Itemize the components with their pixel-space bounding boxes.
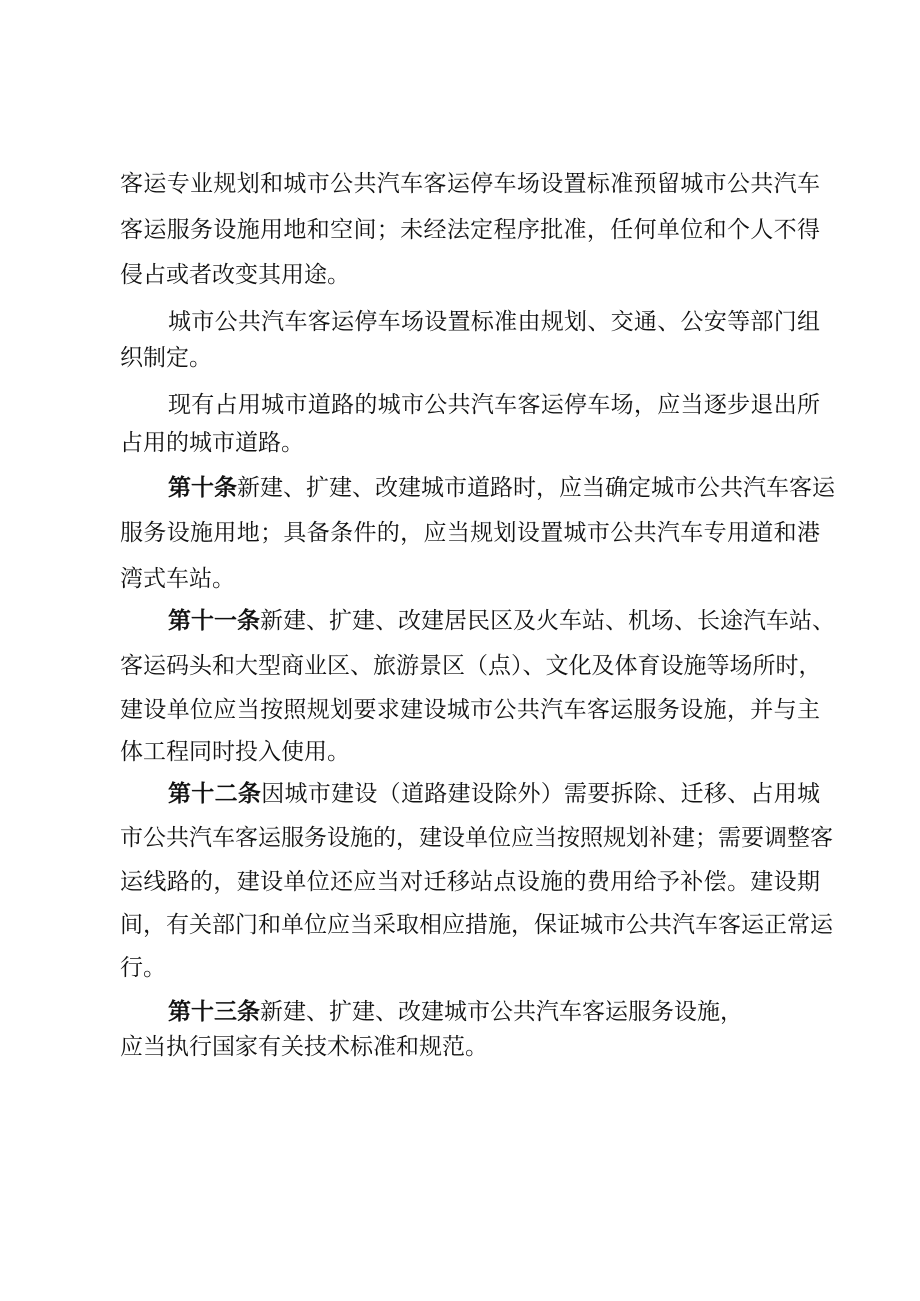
- text-line: 行。: [120, 955, 166, 981]
- text-line: 客运专业规划和城市公共汽车客运停车场设置标准预留城市公共汽车: [120, 171, 820, 197]
- article-first-line: [168, 603, 835, 639]
- text-line: 市公共汽车客运服务设施的，建设单位应当按照规划补建；需要调整客: [120, 825, 833, 851]
- article-first-line: [168, 470, 835, 506]
- text-line: 运线路的，建设单位还应当对迁移站点设施的费用给予补偿。建设期: [120, 869, 820, 895]
- text-line: 城市公共汽车客运停车场设置标准由规划、交通、公安等部门组: [168, 309, 820, 335]
- text-line: 现有占用城市道路的城市公共汽车客运停车场，应当逐步退出所: [168, 392, 820, 418]
- article-first-line: [168, 994, 820, 1030]
- text-line: 新建、扩建、改建居民区及火车站、机场、长途汽车站、: [260, 608, 835, 634]
- article-heading: 第十二条: [168, 781, 262, 807]
- text-line: 织制定。: [120, 345, 212, 371]
- text-line: 客运码头和大型商业区、旅游景区（点）、文化及体育设施等场所时，: [120, 653, 822, 679]
- text-line: 新建、扩建、改建城市公共汽车客运服务设施，: [260, 999, 743, 1025]
- text-line: 湾式车站。: [120, 566, 235, 592]
- text-line: 体工程同时投入使用。: [120, 739, 350, 765]
- text-line: 占用的城市道路。: [120, 430, 304, 456]
- text-line: 间，有关部门和单位应当采取相应措施，保证城市公共汽车客运正常运: [120, 912, 833, 938]
- text-line: 新建、扩建、改建城市道路时，应当确定城市公共汽车客运: [237, 475, 835, 501]
- text-line: 应当执行国家有关技术标准和规范。: [120, 1034, 488, 1060]
- text-line: 因城市建设（道路建设除外）需要拆除、迁移、占用城: [261, 781, 821, 807]
- text-line: 建设单位应当按照规划要求建设城市公共汽车客运服务设施，并与主: [120, 697, 820, 723]
- article-heading: 第十三条: [168, 999, 260, 1025]
- text-line: 服务设施用地；具备条件的，应当规划设置城市公共汽车专用道和港: [120, 520, 820, 546]
- article-heading: 第十一条: [168, 608, 260, 634]
- text-line: 客运服务设施用地和空间；未经法定程序批准，任何单位和个人不得: [120, 217, 820, 243]
- article-heading: 第十条: [168, 475, 237, 501]
- text-line: 侵占或者改变其用途。: [120, 262, 350, 288]
- article-first-line: [168, 776, 820, 812]
